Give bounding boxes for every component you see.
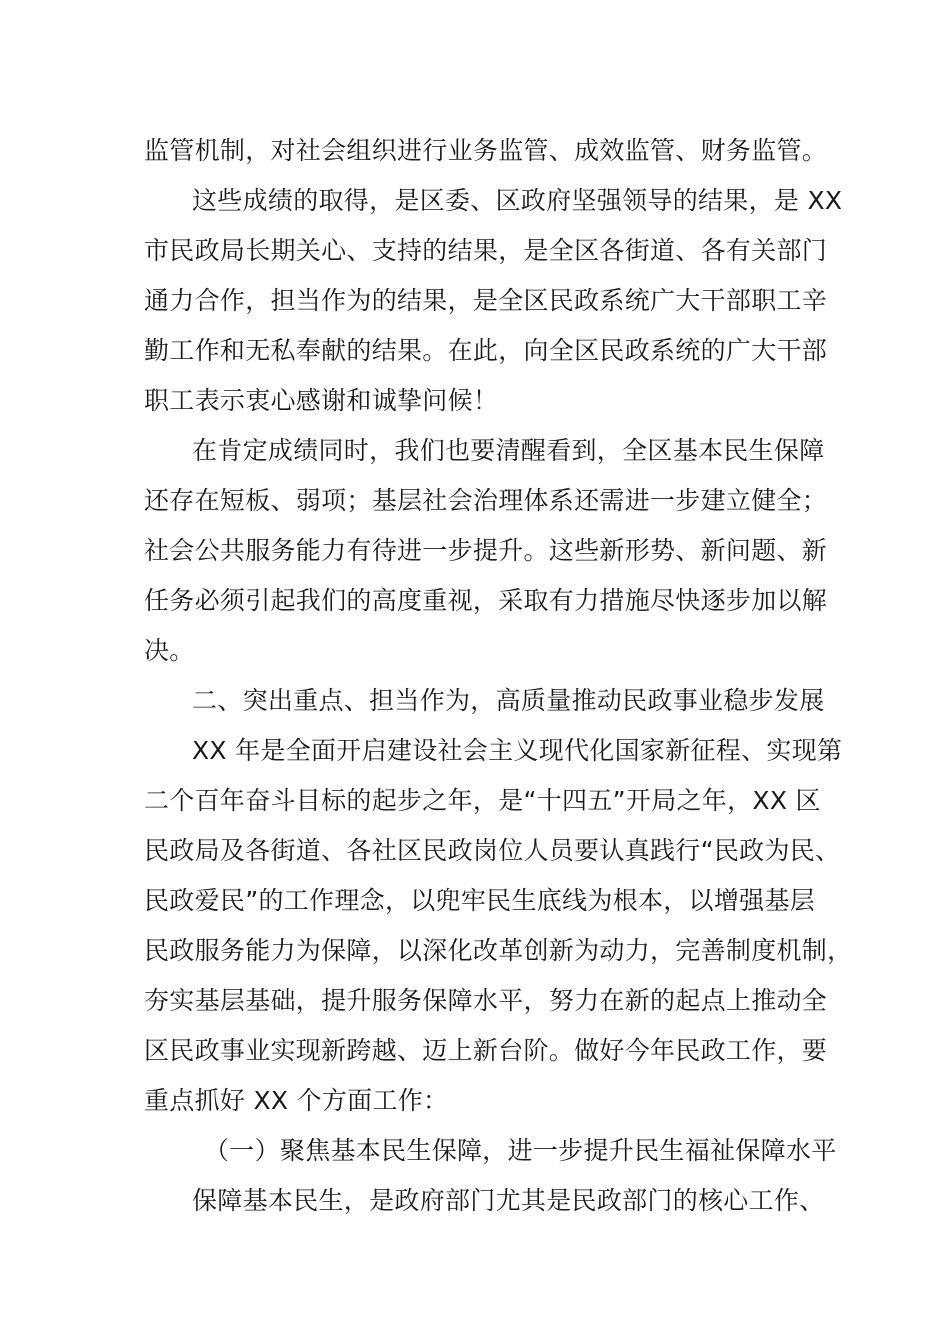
text-line: 勤工作和无私奉献的结果。在此，向全区民政系统的广大干部 xyxy=(144,336,828,365)
paragraph-start-line: 在肯定成绩同时，我们也要清醒看到，全区基本民生保障 xyxy=(192,436,825,465)
text-line: 职工表示衷心感谢和诚挚问候！ xyxy=(144,386,499,415)
text-line: 监管机制，对社会组织进行业务监管、成效监管、财务监管。 xyxy=(144,136,828,165)
text-line: 民政局及各街道、各社区民政岗位人员要认真践行“民政为民、 xyxy=(144,836,841,865)
text-line: 夯实基层基础，提升服务保障水平，努力在新的起点上推动全 xyxy=(144,986,828,1015)
subsection-heading: （一）聚焦基本民生保障，进一步提升民生福祉保障水平 xyxy=(204,1136,837,1165)
text-line: 任务必须引起我们的高度重视，采取有力措施尽快逐步加以解 xyxy=(144,586,828,615)
text-line: 市民政局长期关心、支持的结果，是全区各街道、各有关部门 xyxy=(144,236,828,265)
text-line: 二个百年奋斗目标的起步之年，是“十四五”开局之年，XX 区 xyxy=(144,786,821,815)
paragraph-start-line: 这些成绩的取得，是区委、区政府坚强领导的结果，是 XX xyxy=(192,186,843,215)
text-line: 重点抓好 XX 个方面工作： xyxy=(144,1086,449,1115)
text-line: 民政服务能力为保障，以深化改革创新为动力，完善制度机制， xyxy=(144,936,853,965)
text-line: 民政爱民”的工作理念，以兜牢民生底线为根本，以增强基层 xyxy=(144,886,816,915)
paragraph-start-line: XX 年是全面开启建设社会主义现代化国家新征程、实现第 xyxy=(192,736,843,765)
text-line: 社会公共服务能力有待进一步提升。这些新形势、新问题、新 xyxy=(144,536,828,565)
text-line: 通力合作，担当作为的结果，是全区民政系统广大干部职工辛 xyxy=(144,286,828,315)
section-heading: 二、突出重点、担当作为，高质量推动民政事业稳步发展 xyxy=(192,686,825,715)
text-line: 决。 xyxy=(144,636,195,665)
text-line: 区民政事业实现新跨越、迈上新台阶。做好今年民政工作，要 xyxy=(144,1036,828,1065)
document-body xyxy=(144,126,853,1226)
text-line: 还存在短板、弱项；基层社会治理体系还需进一步建立健全； xyxy=(144,486,828,515)
paragraph-start-line: 保障基本民生，是政府部门尤其是民政部门的核心工作、 xyxy=(192,1186,825,1215)
